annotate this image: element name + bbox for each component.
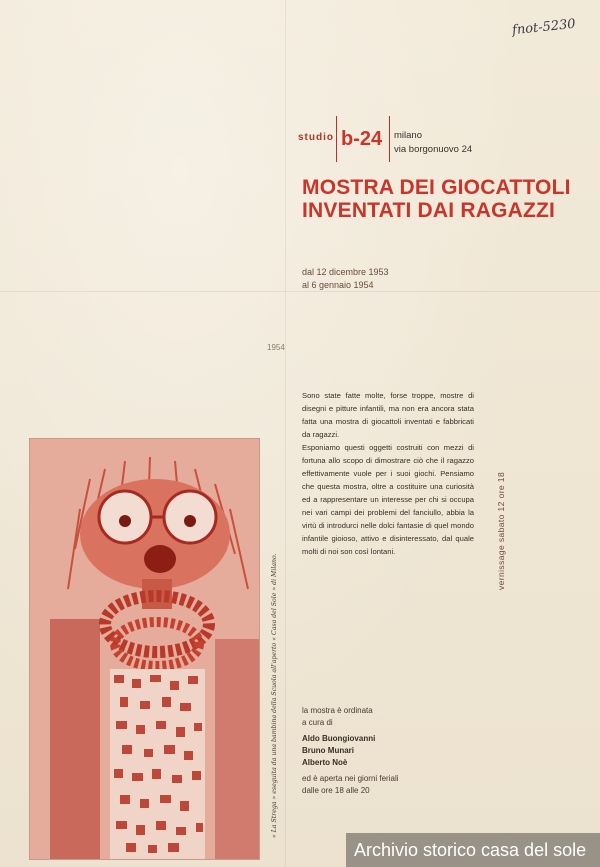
- toy-photo-la-strega: [29, 438, 260, 860]
- date-start: dal 12 dicembre 1953: [302, 267, 389, 277]
- curators-intro-1: la mostra è ordinata: [302, 706, 373, 715]
- handwritten-archive-note: fnot-5230: [511, 16, 577, 39]
- small-pencil-mark: 1954: [267, 343, 285, 352]
- title-line-1: MOSTRA DEI GIOCATTOLI: [302, 176, 571, 199]
- paper-fold-horizontal: [0, 291, 600, 292]
- studio-logo-box: [336, 116, 390, 162]
- studio-logo: b-24: [341, 128, 383, 150]
- description-paragraph-2: Esponiamo questi oggetti costruiti con mezzi di fortuna allo scopo di dimostrare ciò che il ragazzo effettivamente vuole per i suoi giochi. Pensiamo che questa mostra, oltre a costituire una curiosità ed a rappresentare un interesse per chi si occupa nei vari campi dei problemi del fanciullo, abbia la virtù di introdurci nelle dolci fantasie di quel mondo infantile gioioso, attivo e disinteressato, dal quale molti di noi son così lontani.: [302, 443, 474, 556]
- curator-name: Aldo Buongiovanni: [302, 734, 376, 743]
- vernissage-note: vernissage sabato 12 ore 18: [496, 471, 506, 590]
- exhibition-title: [302, 176, 592, 222]
- toy-figure-illustration: [30, 439, 259, 859]
- studio-address: [394, 129, 472, 157]
- address-city: milano: [394, 130, 422, 141]
- date-end: al 6 gennaio 1954: [302, 280, 374, 290]
- description-paragraph-1: Sono state fatte molte, forse troppe, mostre di disegni e pitture infantili, ma non era ancora stata fatta una mostra di giocattoli inventati e fabbricati da ragazzi.: [302, 391, 474, 439]
- opening-hours-2: dalle ore 18 alle 20: [302, 786, 370, 795]
- address-street: via borgonuovo 24: [394, 144, 473, 155]
- archive-watermark: Archivio storico casa del sole: [346, 833, 600, 867]
- curators-intro-2: a cura di: [302, 718, 333, 727]
- curators-block: [302, 705, 502, 797]
- curator-name: Alberto Noè: [302, 758, 348, 767]
- studio-label: studio: [298, 132, 334, 143]
- exhibition-description: [302, 389, 474, 558]
- title-line-2: INVENTATI DAI RAGAZZI: [302, 199, 556, 222]
- studio-header: [298, 116, 518, 162]
- paper-fold-vertical: [285, 0, 286, 867]
- curator-names: [302, 733, 502, 769]
- exhibition-dates: [302, 266, 389, 292]
- curator-name: Bruno Munari: [302, 746, 354, 755]
- opening-hours-1: ed è aperta nei giorni feriali: [302, 774, 399, 783]
- photo-caption: « La Strega » eseguita da una bambina della Scuola all'aperto « Casa del Sole » di Milano.: [271, 553, 278, 838]
